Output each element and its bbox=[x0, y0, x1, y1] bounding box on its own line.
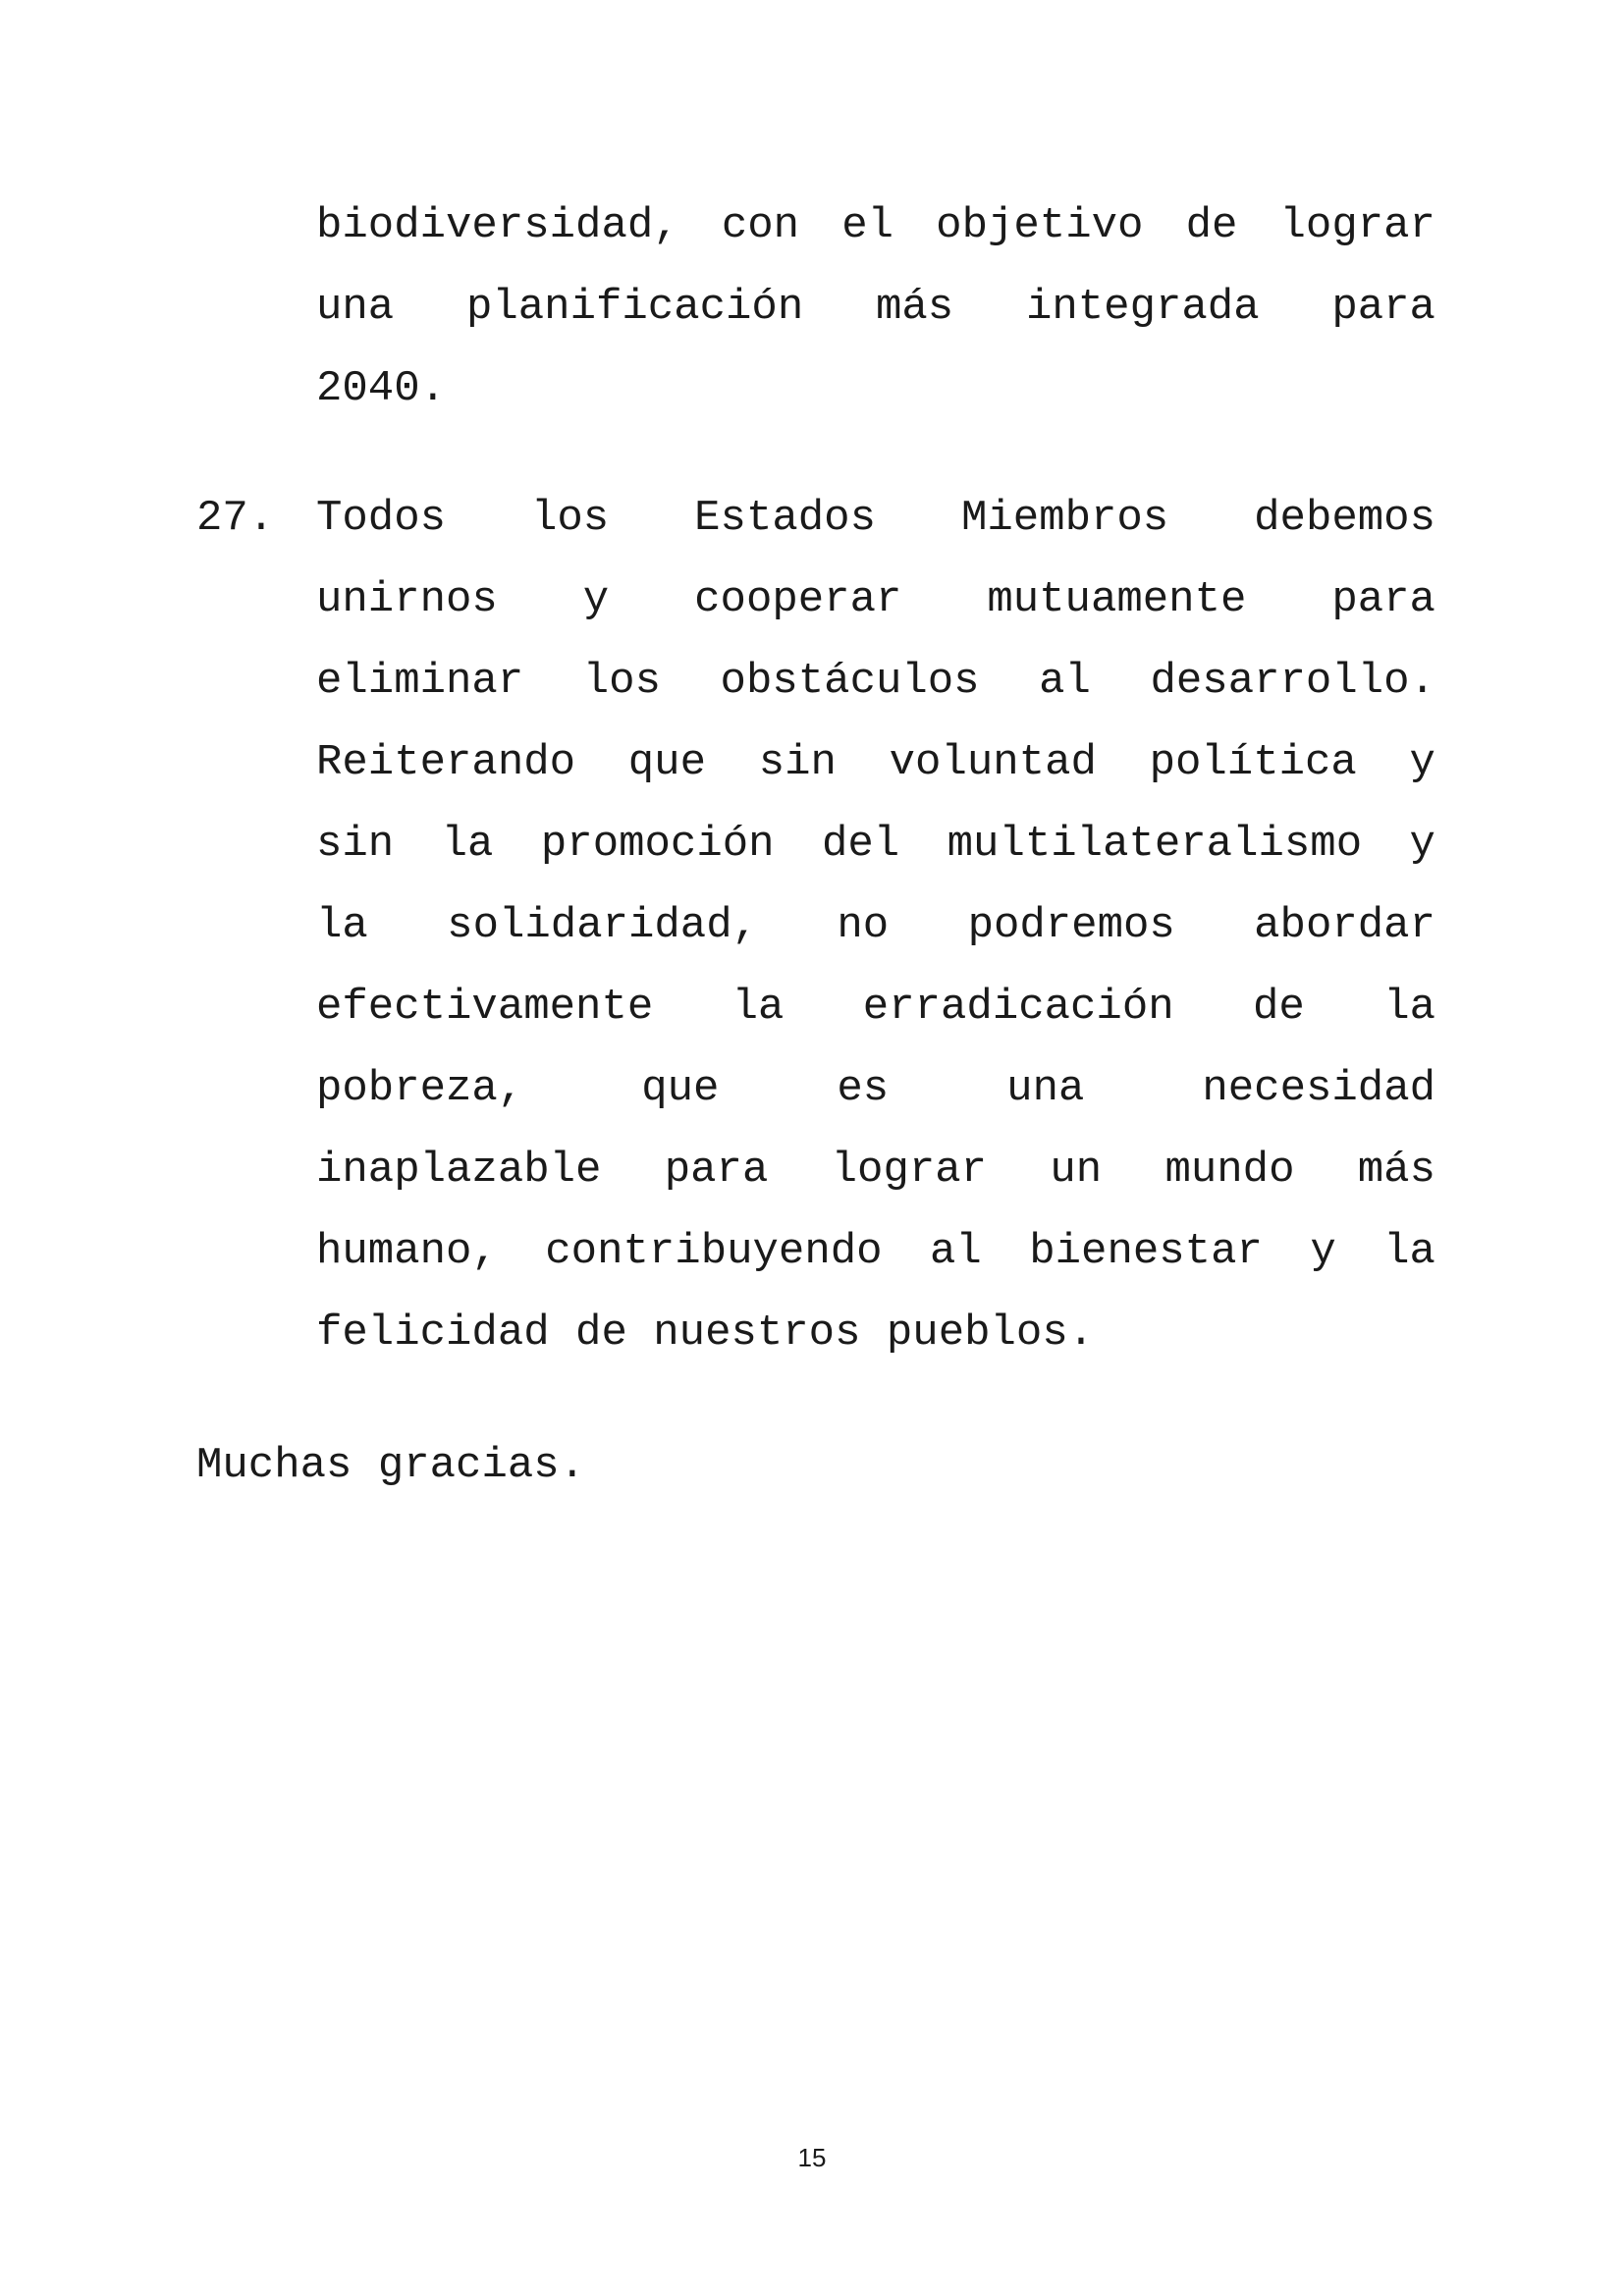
word: para bbox=[664, 1146, 769, 1195]
word: el bbox=[841, 201, 894, 250]
word: contribuyendo bbox=[545, 1227, 883, 1276]
item-27-line-2 bbox=[316, 570, 1435, 629]
item-number-27: 27. bbox=[196, 494, 275, 543]
word: los bbox=[582, 657, 661, 706]
word: obstáculos bbox=[720, 657, 980, 706]
word: inaplazable bbox=[316, 1146, 602, 1195]
word: debemos bbox=[1254, 494, 1435, 543]
word: al bbox=[1039, 657, 1091, 706]
word: Miembros bbox=[960, 494, 1169, 543]
continuation-line-1 bbox=[316, 196, 1435, 255]
word: pobreza, bbox=[316, 1064, 524, 1113]
word: más bbox=[875, 283, 954, 332]
word: y bbox=[1409, 738, 1435, 787]
word: eliminar bbox=[316, 657, 524, 706]
word: del bbox=[821, 820, 900, 869]
word: y bbox=[1409, 820, 1435, 869]
word: la bbox=[731, 983, 785, 1032]
word: y bbox=[582, 575, 610, 624]
item-27-line-8 bbox=[316, 1059, 1435, 1118]
word: mutuamente bbox=[987, 575, 1247, 624]
word: sin bbox=[316, 820, 395, 869]
item-27-line-6 bbox=[316, 896, 1435, 955]
word: y bbox=[1310, 1227, 1336, 1276]
word: multilateralismo bbox=[947, 820, 1363, 869]
word: humano, bbox=[316, 1227, 498, 1276]
word: necesidad bbox=[1202, 1064, 1435, 1113]
item-27-line-10 bbox=[316, 1222, 1435, 1281]
word: mundo bbox=[1164, 1146, 1295, 1195]
word: bienestar bbox=[1029, 1227, 1263, 1276]
word: con bbox=[721, 201, 800, 250]
word: voluntad bbox=[889, 738, 1097, 787]
word: efectivamente bbox=[316, 983, 654, 1032]
word: los bbox=[530, 494, 610, 543]
word: cooperar bbox=[694, 575, 902, 624]
word: al bbox=[929, 1227, 982, 1276]
item-27-line-4 bbox=[316, 733, 1435, 792]
word: una bbox=[316, 283, 395, 332]
item-27-line-9 bbox=[316, 1141, 1435, 1200]
word: objetivo bbox=[936, 201, 1144, 250]
continuation-line-2 bbox=[316, 278, 1435, 337]
word: unirnos bbox=[316, 575, 498, 624]
item-27-line-11: felicidad de nuestros pueblos. bbox=[316, 1308, 1095, 1358]
word: no bbox=[837, 901, 890, 950]
word: de bbox=[1185, 201, 1238, 250]
word: biodiversidad, bbox=[316, 201, 679, 250]
word: la bbox=[1383, 983, 1435, 1032]
word: un bbox=[1050, 1146, 1103, 1195]
word: Reiterando bbox=[316, 738, 576, 787]
word: que bbox=[627, 738, 706, 787]
item-27-line-1 bbox=[316, 489, 1435, 548]
word: para bbox=[1331, 575, 1435, 624]
word: política bbox=[1149, 738, 1357, 787]
continuation-line-3: 2040. bbox=[316, 364, 447, 413]
word: es bbox=[837, 1064, 890, 1113]
word: podremos bbox=[967, 901, 1175, 950]
closing-text: Muchas gracias. bbox=[196, 1441, 586, 1490]
word: abordar bbox=[1254, 901, 1435, 950]
word: Todos bbox=[316, 494, 447, 543]
word: más bbox=[1357, 1146, 1435, 1195]
word: integrada bbox=[1025, 283, 1260, 332]
item-27-line-7 bbox=[316, 978, 1435, 1037]
word: lograr bbox=[831, 1146, 988, 1195]
word: de bbox=[1253, 983, 1305, 1032]
word: la bbox=[1383, 1227, 1435, 1276]
word: desarrollo. bbox=[1150, 657, 1435, 706]
word: erradicación bbox=[862, 983, 1174, 1032]
item-27-line-3 bbox=[316, 652, 1435, 711]
page-number: 15 bbox=[797, 2143, 827, 2172]
word: solidaridad, bbox=[447, 901, 759, 950]
word: que bbox=[641, 1064, 720, 1113]
word: lograr bbox=[1279, 201, 1435, 250]
word: promoción bbox=[540, 820, 775, 869]
word: para bbox=[1331, 283, 1435, 332]
word: la bbox=[441, 820, 494, 869]
word: la bbox=[316, 901, 368, 950]
word: Estados bbox=[694, 494, 876, 543]
word: una bbox=[1006, 1064, 1085, 1113]
item-27-line-5 bbox=[316, 815, 1435, 874]
word: sin bbox=[758, 738, 837, 787]
word: planificación bbox=[465, 283, 804, 332]
